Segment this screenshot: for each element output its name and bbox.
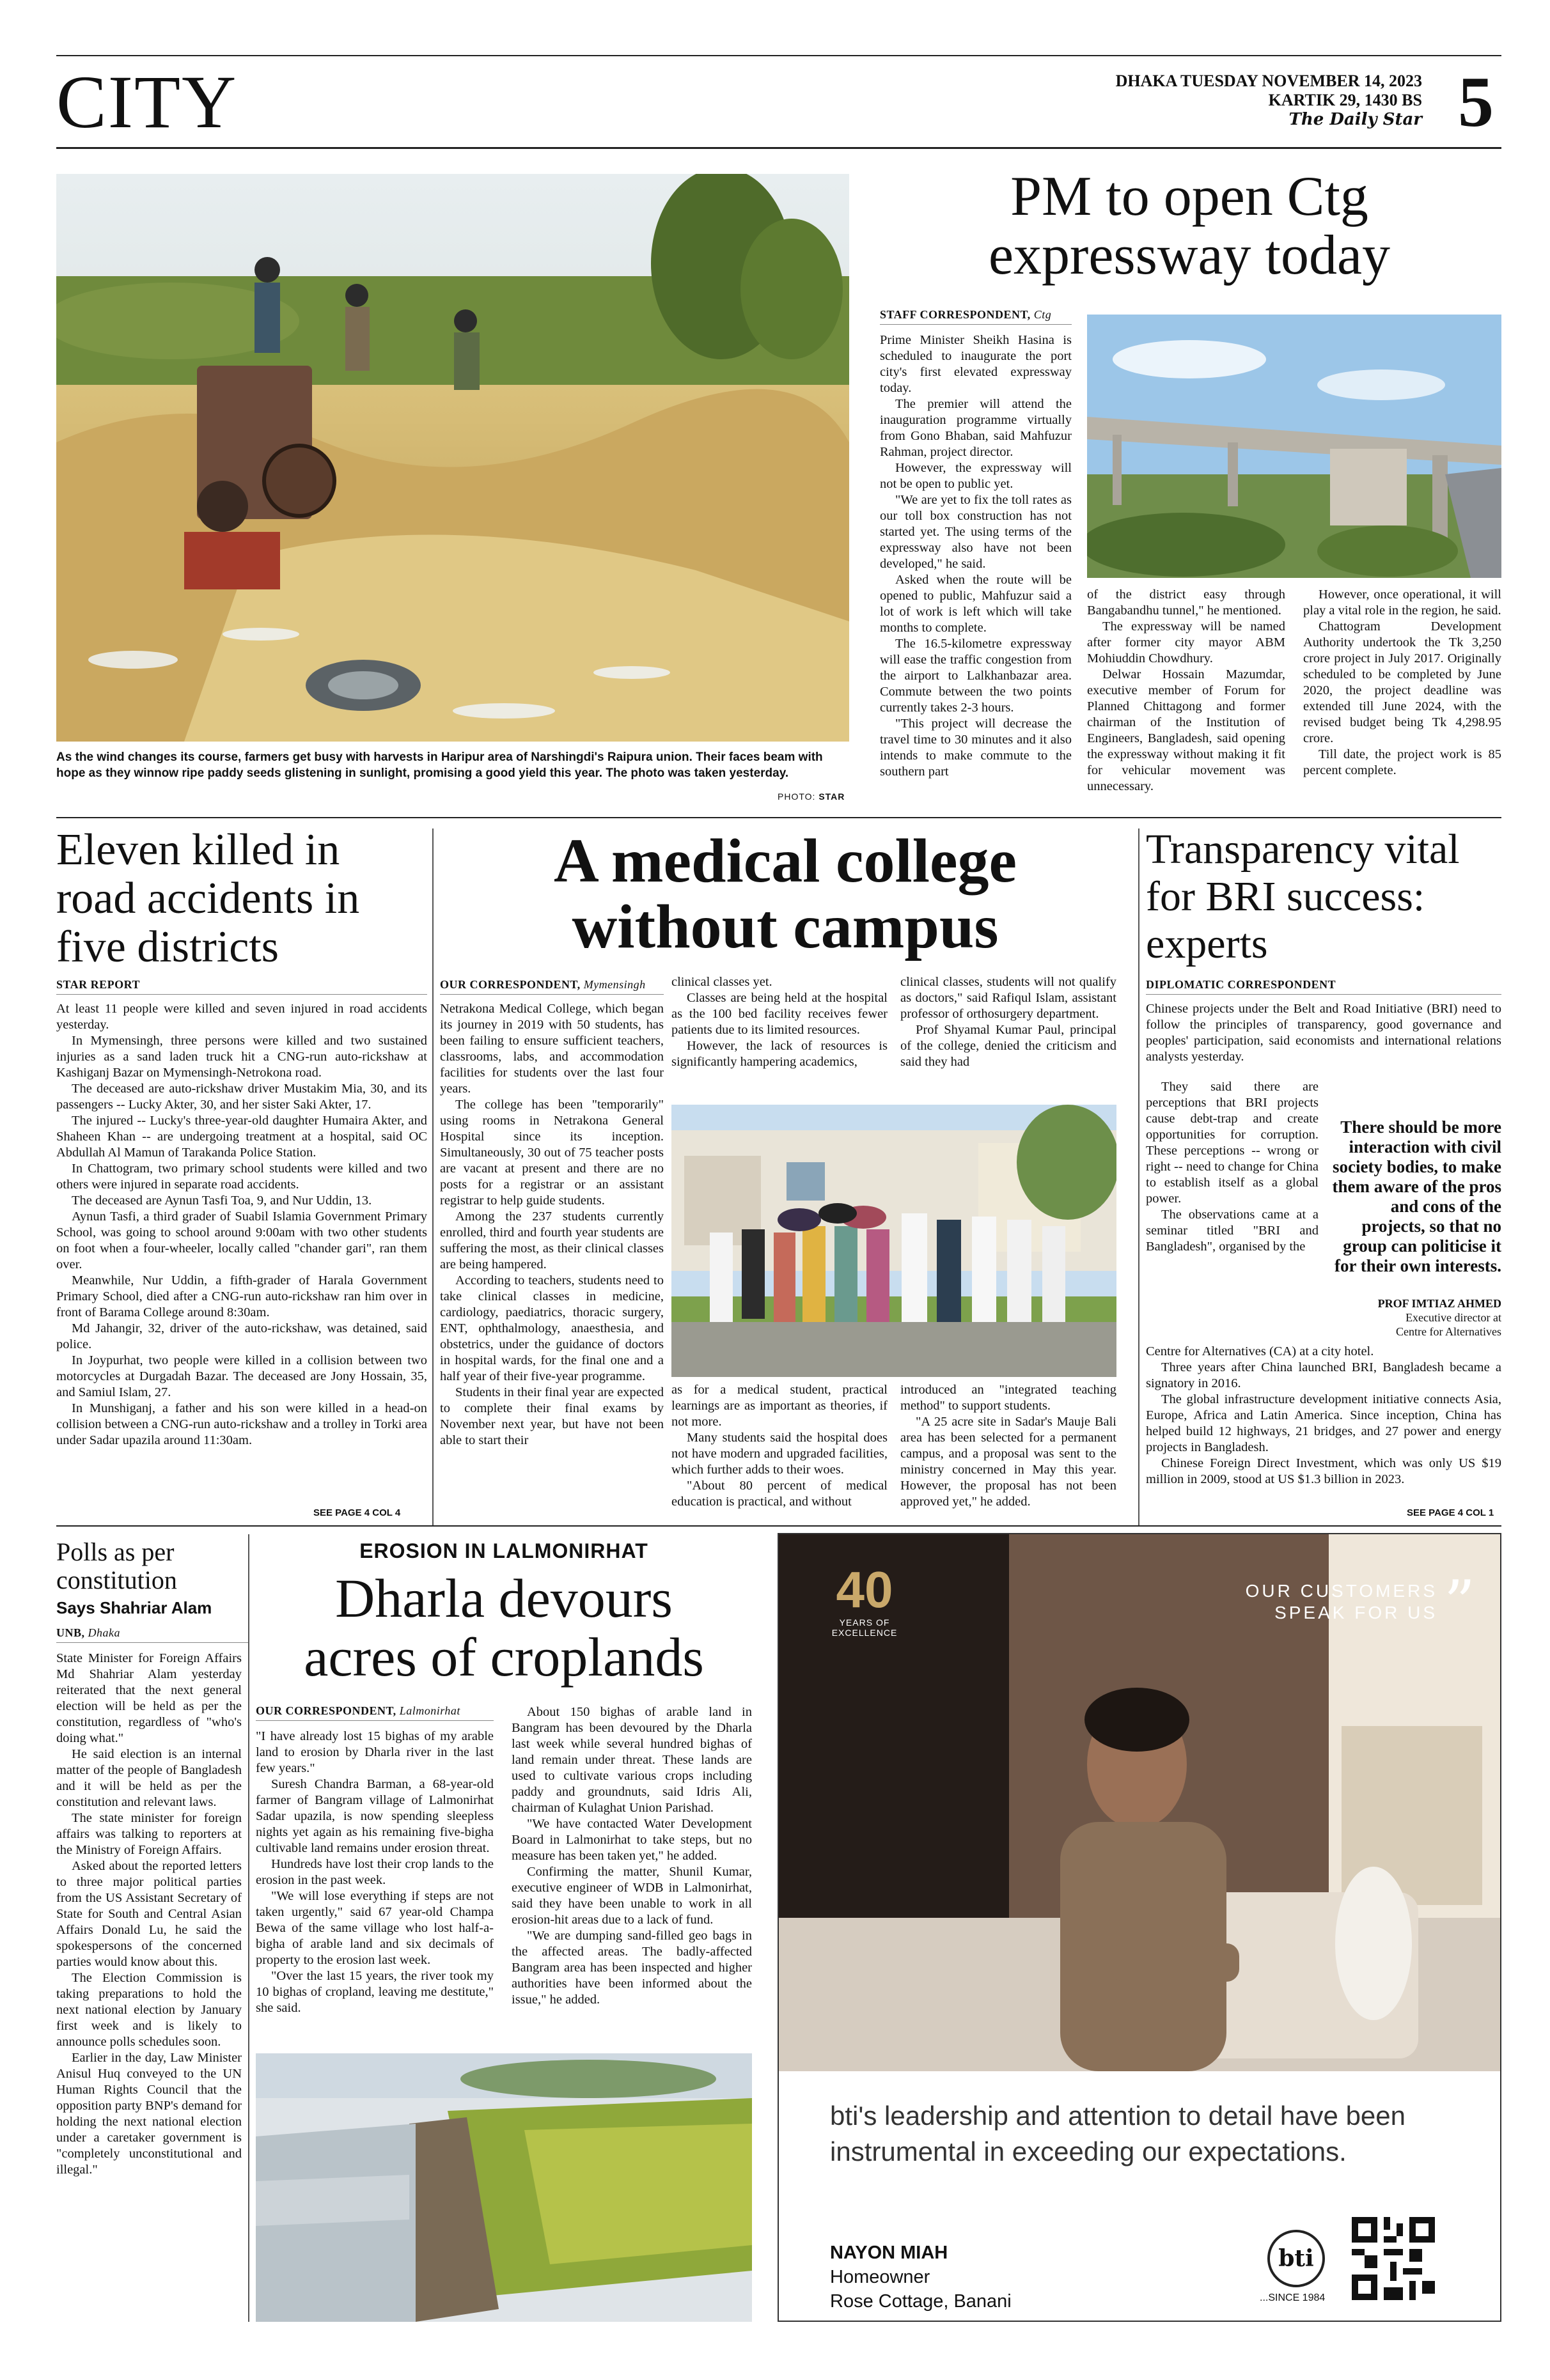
column-divider — [1138, 828, 1139, 1525]
paragraph: "We have contacted Water Development Board in Lalmonirhat to take steps, but no measure has been taken yet," he added. — [512, 1817, 752, 1863]
paragraph: Classes are being held at the hospital as the 100 bed facility receives fewer patients due to its limited resources. — [671, 991, 888, 1037]
polls-byline — [56, 1626, 248, 1643]
paragraph: as for a medical student, practical learnings are as important as theories, if not more. — [671, 1383, 888, 1429]
paragraph: The 16.5-kilometre expressway will ease the traffic congestion from the airport to Lalkhanbazar area. Commute between the two points currently takes 2-3 hours. — [880, 637, 1072, 715]
paragraph: The premier will attend the inauguration programme virtually from Gono Bhaban, said Mahfuzur Rahman, project director. — [880, 397, 1072, 459]
paragraph: Till date, the project work is 85 percent complete. — [1303, 747, 1501, 777]
pm-headline-line1: PM to open Ctg — [1010, 166, 1368, 228]
column-divider — [248, 1534, 249, 2322]
paragraph: Hundreds have lost their crop lands to the erosion in the past week. — [256, 1857, 494, 1887]
anniversary-badge — [826, 1562, 903, 1638]
bri-intro — [1146, 1001, 1501, 1075]
polls-headline-line1: Polls as per — [56, 1537, 175, 1566]
lead-photo-harvest — [56, 174, 849, 742]
bri-headline: Transparency vital for BRI success: experts — [1146, 826, 1460, 967]
erosion-headline-line2: acres of croplands — [304, 1626, 704, 1688]
paragraph: Students in their final year are expected to complete their final exams by November next year, but have not been able to start their — [440, 1385, 664, 1447]
pm-body-col2 — [1087, 587, 1285, 805]
paragraph: At least 11 people were killed and seven injured in road accidents yesterday. — [56, 1002, 427, 1032]
paragraph: "About 80 percent of medical education is practical, and without — [671, 1479, 888, 1509]
pm-byline-place: Ctg — [1033, 308, 1052, 321]
pull-org: Centre for Alternatives — [1396, 1325, 1501, 1338]
paragraph: He said election is an internal matter of the people of Bangladesh and it will be held as per the constitution and relevant laws. — [56, 1747, 242, 1809]
paragraph: The expressway will be named after former city mayor ABM Mohiuddin Chowdhury. — [1087, 619, 1285, 665]
paragraph: Among the 237 students currently enrolled, third and fourth year students are suffering the most, as their clinical classes are being hampered. — [440, 1209, 664, 1272]
paragraph: Confirming the matter, Shunil Kumar, executive engineer of WDB in Lalmonirhat, said they have been unable to work in all erosion-hit areas due to a lack of fund. — [512, 1865, 752, 1927]
bti-advertisement[interactable] — [778, 1533, 1501, 2322]
bri-byline: DIPLOMATIC CORRESPONDENT — [1146, 978, 1501, 995]
lead-photo-caption: As the wind changes its course, farmers get busy with harvests in Haripur area of Narshingdi's Raipura union. Their faces beam with hope as they winnow ripe paddy seeds glistening in sunlight, promising a good yield this year. The photo was taken yesterday. — [56, 751, 823, 780]
medical-photo-students — [671, 1105, 1116, 1377]
bri-pull-attribution — [1325, 1296, 1501, 1339]
paragraph: The injured -- Lucky's three-year-old daughter Humaira Akter, and Shaheen Khan -- are undergoing treatment at a hospital, said OC Abdullah Al Mamun of Tarakanda Police Station. — [56, 1114, 427, 1160]
column-divider — [432, 828, 434, 1525]
photo-credit-label: PHOTO: — [778, 791, 816, 802]
paragraph: introduced an "integrated teaching method" to support students. — [900, 1383, 1116, 1413]
polls-body — [56, 1651, 242, 2322]
paragraph: The deceased are Aynun Tasfi Toa, 9, and Nur Uddin, 13. — [72, 1194, 372, 1208]
ad-customer-name: NAYON MIAH — [830, 2243, 948, 2263]
erosion-byline-place: Lalmonirhat — [399, 1704, 460, 1717]
bri-pull-quote: There should be more interaction with civil society bodies, to make them aware of the pros and cons of the projects, so that no group can politicise it for their own interests. — [1332, 1117, 1501, 1275]
masthead-rule — [56, 147, 1501, 149]
paragraph: The Election Commission is taking preparations to hold the next national election by January first week and is likely to announce polls schedules soon. — [56, 1971, 242, 2049]
date-gregorian: DHAKA TUESDAY NOVEMBER 14, 2023 — [1115, 72, 1422, 90]
medical-headline-line1: A medical college — [554, 827, 1017, 896]
pm-byline-label: STAFF CORRESPONDENT, — [880, 308, 1031, 321]
polls-headline — [56, 1538, 248, 1594]
paragraph: The global infrastructure development initiative connects Asia, Europe, Africa and Latin America. Since inception, China has helped build 12 highways, 21 bridges, and 27 power and energy projects in Bangladesh. — [1146, 1392, 1501, 1454]
section-title: CITY — [56, 60, 238, 144]
paragraph: of the district easy through Bangabandhu tunnel," he mentioned. — [1087, 587, 1285, 618]
paragraph: Three years after China launched BRI, Bangladesh became a signatory in 2016. — [1146, 1360, 1501, 1390]
bti-since: ...SINCE 1984 — [1260, 2292, 1326, 2303]
erosion-byline-label: OUR CORRESPONDENT, — [256, 1704, 396, 1717]
paragraph: Asked when the route will be opened to public, Mahfuzur said a lot of work is left which will take months to complete. — [880, 573, 1072, 635]
paragraph: Netrakona Medical College, which began its journey in 2019 with 50 students, has been failing to ensure sufficient teachers, classrooms, labs, and accommodation facilities for students over the last four years. — [440, 1002, 664, 1096]
anniversary-number: 40 — [836, 1561, 893, 1618]
erosion-headline-line1: Dharla devours — [335, 1567, 673, 1629]
accidents-byline: STAR REPORT — [56, 978, 427, 995]
ad-tagline-line2: SPEAK FOR US — [1274, 1603, 1437, 1622]
paragraph: About 150 bighas of arable land in Bangram has been devoured by the Dharla last week while several hundred bighas of land remain under threat. These lands are used to cultivate various crops including paddy and groundnuts, said Idris Ali, chairman of Kulaghat Union Parishad. — [512, 1705, 752, 1815]
pull-title: Executive director at — [1405, 1311, 1501, 1324]
pm-body-col3 — [1303, 587, 1501, 805]
paragraph: Centre for Alternatives (CA) at a city hotel. — [1146, 1344, 1374, 1358]
paragraph: Prof Shyamal Kumar Paul, principal of the college, denied the criticism and said they had — [900, 1023, 1116, 1069]
anniversary-line1: YEARS OF — [839, 1617, 890, 1628]
date-bangla: KARTIK 29, 1430 BS — [1268, 91, 1422, 109]
medical-body-col3-bottom — [900, 1382, 1116, 1516]
erosion-body-col2 — [512, 1704, 752, 2043]
paragraph: State Minister for Foreign Affairs Md Shahriar Alam yesterday reiterated that the next general election will be held as per the constitution, regardless of "who's doing what." — [56, 1651, 242, 1745]
accidents-headline: Eleven killed in road accidents in five districts — [56, 825, 360, 972]
paragraph: The observations came at a seminar titled "BRI and Bangladesh", organised by the — [1146, 1208, 1319, 1254]
dateline — [1116, 72, 1422, 129]
medical-body-col3-top — [900, 974, 1116, 1102]
photo-credit — [778, 791, 845, 802]
anniversary-line2: EXCELLENCE — [831, 1628, 898, 1638]
pm-headline — [877, 167, 1501, 286]
paragraph: According to teachers, students need to take clinical classes in medicine, cardiology, paediatrics, thoracic surgery, ENT, ophthalmology, anaesthesia, and obstetrics, under the guidance of doctors in hospital wards, for the final one and a half year of their five-year programme. — [440, 1273, 664, 1383]
ad-customer-location: Rose Cottage, Banani — [830, 2291, 1012, 2312]
medical-headline — [440, 828, 1131, 960]
paragraph: Delwar Hossain Mazumdar, executive member of Forum for Planned Chittagong and former chairman of the Institution of Engineers, Bangladesh, said opening the expressway without making it fit for vehicular movement was unnecessary. — [1087, 667, 1285, 793]
medical-body-col2-top — [671, 974, 888, 1102]
paragraph: "A 25 acre site in Sadar's Mauje Bali area has been selected for a permanent campus, and a proposal was sent to the ministry concerned in May this year. However, the proposal has not been approved yet," he added. — [900, 1415, 1116, 1509]
medical-byline-label: OUR CORRESPONDENT, — [440, 978, 581, 991]
paragraph: Chinese projects under the Belt and Road Initiative (BRI) need to follow the principles of transparency, good governance and peoples' participation, said economists and international relations analysts yesterday. — [1146, 1002, 1501, 1064]
photo-credit-name: STAR — [818, 791, 845, 802]
top-rule — [56, 55, 1501, 56]
paragraph: Many students said the hospital does not have modern and upgraded facilities, which further adds to their woes. — [671, 1431, 888, 1477]
ad-testimonial: bti's leadership and attention to detail have been instrumental in exceeding our expectations. — [830, 2101, 1406, 2166]
paragraph: Md Jahangir, 32, driver of the auto-rickshaw, was detained, said police. — [56, 1321, 427, 1351]
paragraph: However, the lack of resources is significantly hampering academics, — [671, 1039, 888, 1069]
paragraph: "This project will decrease the travel time to 30 minutes and it also intends to make commute to the southern part — [880, 717, 1072, 779]
paragraph: They said there are perceptions that BRI projects cause debt-trap and create opportunities for corruption. These perceptions -- wrong or right -- need to change for China to establish itself as a global power. — [1146, 1080, 1319, 1206]
polls-subhead: Says Shahriar Alam — [56, 1598, 212, 1617]
accidents-body — [56, 1001, 427, 1504]
paragraph: The deceased are auto-rickshaw driver Mustakim Mia, 30, and its passengers -- Lucky Akter, 30, and her sister Saki Akter, 17. — [56, 1082, 427, 1112]
paragraph: In Mymensingh, three persons were killed and two sustained injuries as a sand laden truck hit a CNG-run auto-rickshaw at Kashiganj Bazar on Mymensingh-Netrokona road. — [56, 1034, 427, 1080]
erosion-photo-riverbank — [256, 2053, 752, 2322]
page-number: 5 — [1458, 63, 1494, 142]
paper-name: The Daily Star — [1288, 110, 1422, 129]
polls-byline-label: UNB, — [56, 1626, 85, 1639]
ad-customer-role: Homeowner — [830, 2267, 930, 2287]
paragraph: Suresh Chandra Barman, a 68-year-old farmer of Bangram village of Lalmonirhat Sadar upazila, is now spending sleepless nights yet again as his remaining five-bigha cultivable land remains under erosion threat. — [256, 1777, 494, 1855]
paragraph: Meanwhile, Nur Uddin, a fifth-grader of Harala Government Primary School, died after a CNG-run auto-rickshaw ran him over in front of Barama College around 8:30am. — [56, 1273, 427, 1319]
ad-tagline — [1188, 1580, 1437, 1624]
paragraph: "I have already lost 15 bighas of my arable land to erosion by Dharla river in the last few years." — [256, 1729, 494, 1775]
paragraph: In Munshiganj, a father and his son were killed in a head-on collision between a CNG-run auto-rickshaw and a trolley in Torki area under Sadar upazila around 11:30am. — [56, 1401, 427, 1447]
paragraph: In Chattogram, two primary school students were killed and two others were injured in separate road accidents. — [56, 1162, 427, 1192]
paragraph: "We are yet to fix the toll rates as our toll box construction has not started yet. The using terms of the expressway also have not been developed," he said. — [880, 493, 1072, 571]
pm-headline-line2: expressway today — [988, 224, 1391, 287]
bti-logo: bti — [1267, 2230, 1325, 2287]
polls-headline-line2: constitution — [56, 1566, 177, 1594]
paragraph: The college has been "temporarily" using rooms in Netrakona General Hospital since its inception. Simultaneously, 30 out of 75 teacher posts are vacant at present and there are no posts for a registrar or an assistant registrar to help guide students. — [440, 1098, 664, 1208]
bri-body-wide — [1146, 1344, 1501, 1504]
erosion-byline — [256, 1704, 494, 1721]
erosion-kicker: EROSION IN LALMONIRHAT — [359, 1539, 648, 1562]
paragraph: "We are dumping sand-filled geo bags in the affected areas. The badly-affected Bangram area has been inspected and higher authorities have been informed about the issue," he added. — [512, 1929, 752, 2007]
ad-tagline-line1: OUR CUSTOMERS — [1245, 1581, 1437, 1601]
paragraph: "Over the last 15 years, the river took my 10 bighas of cropland, leaving me destitute," she said. — [256, 1969, 494, 2015]
medical-body-col1 — [440, 1001, 664, 1513]
paragraph: clinical classes yet. — [671, 975, 772, 989]
erosion-headline — [256, 1569, 752, 1686]
paragraph: However, once operational, it will play a vital role in the region, he said. — [1303, 587, 1501, 618]
paragraph: The state minister for foreign affairs was talking to reporters at the Ministry of Foreign Affairs. — [56, 1811, 242, 1857]
paragraph: "We will lose everything if steps are not taken urgently," said 67 year-old Champa Bewa of the same village who lost half-a-bigha of arable land and six decimals of property to the erosion last week. — [256, 1889, 494, 1967]
medical-byline-place: Mymensingh — [583, 978, 646, 991]
paragraph: However, the expressway will not be open to public yet. — [880, 461, 1072, 491]
paragraph: In Joypurhat, two people were killed in a collision between two motorcycles at Durgadah Bazar. The deceased are Jony Hossain, 35, and Samiul Islam, 27. — [56, 1353, 427, 1399]
paragraph: Prime Minister Sheikh Hasina is scheduled to inaugurate the port city's first elevated expressway today. — [880, 333, 1072, 395]
bri-body-narrow — [1146, 1079, 1319, 1344]
paragraph: Chattogram Development Authority undertook the Tk 3,250 crore project in July 2017. Originally scheduled to be completed by June 2020, the project deadline was extended till June 2024, with the revised budget being Tk 4,298.95 crore. — [1303, 619, 1501, 745]
row-rule — [56, 1525, 1501, 1527]
pm-photo-expressway — [1087, 315, 1501, 578]
medical-body-col2-bottom — [671, 1382, 888, 1516]
quote-mark-icon: ” — [1444, 1567, 1476, 1639]
pull-name: PROF IMTIAZ AHMED — [1377, 1297, 1501, 1310]
qr-code-icon[interactable] — [1352, 2217, 1435, 2300]
erosion-body-col1 — [256, 1729, 494, 2048]
pm-body-col1 — [880, 332, 1072, 805]
paragraph: clinical classes, students will not qualify as doctors," said Rafiqul Islam, assistant professor of orthosurgery department. — [900, 975, 1116, 1021]
paragraph: Earlier in the day, Law Minister Anisul Huq conveyed to the UN Human Rights Council that the opposition party BNP's demand for holding the next national election under a caretaker government is "completely unconstitutional and illegal." — [56, 2051, 242, 2177]
accidents-jump: SEE PAGE 4 COL 4 — [313, 1507, 401, 1518]
bri-jump: SEE PAGE 4 COL 1 — [1407, 1507, 1494, 1518]
medical-byline — [440, 978, 664, 995]
paragraph: Aynun Tasfi, a third grader of Suabil Islamia Government Primary School, was going to school around 9:00am with two other students on foot when a four-wheeler, locally called "chander gari", ran them over. — [56, 1209, 427, 1272]
polls-byline-place: Dhaka — [88, 1626, 121, 1639]
medical-headline-line2: without campus — [572, 892, 999, 961]
pm-byline — [880, 308, 1072, 325]
paragraph: Asked about the reported letters to three major political parties from the US Assistant Secretary of State for South and Central Asian Affairs Donald Lu, he said the spokespersons of the concerned parties would know about this. — [56, 1859, 242, 1969]
paragraph: Chinese Foreign Direct Investment, which was only US $19 million in 2009, stood at US $1.3 billion in 2023. — [1146, 1456, 1501, 1486]
row-rule — [56, 817, 1501, 818]
